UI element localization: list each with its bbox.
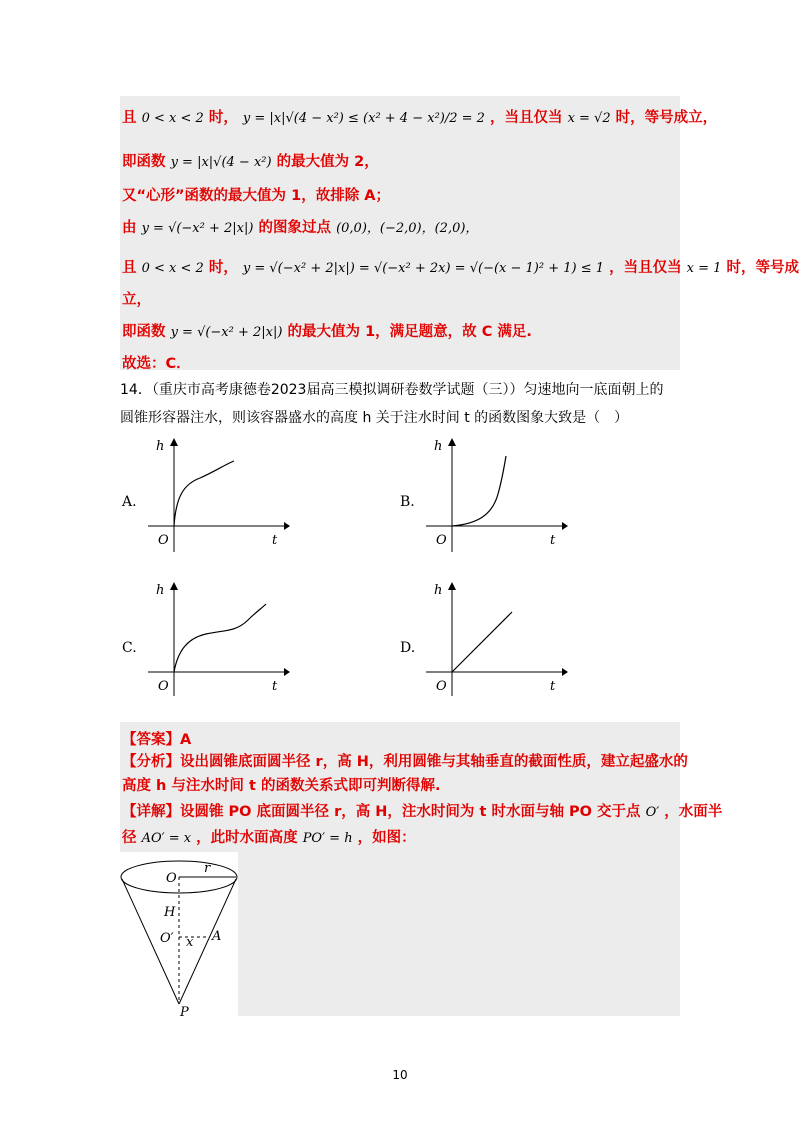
option-a-label: A. [122, 494, 137, 510]
answer-line-3: 高度 h 与注水时间 t 的函数关系式即可判断得解. [122, 778, 441, 794]
solution-line-8: 故选：C． [122, 356, 191, 372]
question-line-1: 14．（重庆市高考康德卷2023届高三模拟调研卷数学试题（三））匀速地向一底面朝上的 [120, 382, 664, 398]
cone-label-x: x [186, 935, 194, 950]
cone-label-o-prime: O′ [160, 931, 174, 946]
answer-line-1: 【答案】A [122, 732, 192, 748]
axis-h-label: h [156, 583, 165, 598]
axis-h-label: h [156, 439, 165, 454]
axis-t-label: t [550, 533, 556, 548]
answer-line-5: 径 AO′ = x ，此时水面高度 PO′ = h ，如图： [122, 830, 416, 846]
axis-t-label: t [550, 679, 556, 694]
option-d-label: D. [400, 640, 416, 656]
graph-option-c [140, 580, 290, 696]
cone-diagram [120, 852, 238, 1018]
cone-label-p: P [180, 1005, 189, 1018]
solution-line-2: 即函数 y = |x|√(4 − x²) 的最大值为 2， [122, 154, 379, 170]
answer-box-extension [238, 852, 680, 1016]
option-b-label: B. [400, 494, 415, 510]
origin-label: O [436, 679, 447, 694]
cone-label-o: O [166, 871, 177, 886]
cone-label-a: A [212, 929, 222, 944]
cone-label-h: H [164, 905, 176, 920]
axis-h-label: h [434, 439, 443, 454]
cone-label-r: r [204, 861, 211, 876]
option-c-label: C. [122, 640, 137, 656]
axis-t-label: t [272, 679, 278, 694]
page-number: 10 [392, 1068, 408, 1082]
graph-option-d [418, 580, 568, 696]
solution-line-1: 且 0 < x < 2 时， y = |x|√(4 − x²) ≤ (x² + 4 − x²)/2 = 2 ，当且仅当 x = √2 时，等号成立， [122, 110, 718, 126]
answer-line-2: 【分析】设出圆锥底面圆半径 r，高 H，利用圆锥与其轴垂直的截面性质，建立起盛水的 [122, 754, 688, 770]
answer-line-4: 【详解】设圆锥 PO 底面圆半径 r，高 H，注水时间为 t 时水面与轴 PO 交于点 O′ ，水面半 [122, 804, 723, 820]
origin-label: O [158, 679, 169, 694]
solution-line-3: 又“心形”函数的最大值为 1，故排除 A； [122, 188, 390, 204]
question-line-2: 圆锥形容器注水，则该容器盛水的高度 h 关于注水时间 t 的函数图象大致是（ ） [120, 410, 629, 426]
origin-label: O [158, 533, 169, 548]
solution-line-6: 立， [122, 292, 151, 308]
axis-h-label: h [434, 583, 443, 598]
solution-line-7: 即函数 y = √(−x² + 2|x|) 的最大值为 1，满足题意，故 C 满足. [122, 324, 532, 340]
axis-t-label: t [272, 533, 278, 548]
origin-label: O [436, 533, 447, 548]
graph-option-b [418, 436, 568, 552]
graph-option-a [140, 436, 290, 552]
solution-line-5: 且 0 < x < 2 时， y = √(−x² + 2|x|) = √(−x² + 2x) = √(−(x − 1)² + 1) ≤ 1 ，当且仅当 x = 1 时，等号成 [122, 260, 799, 276]
solution-line-4: 由 y = √(−x² + 2|x|) 的图象过点 (0,0)，(−2,0)，(2,0)， [122, 220, 479, 236]
